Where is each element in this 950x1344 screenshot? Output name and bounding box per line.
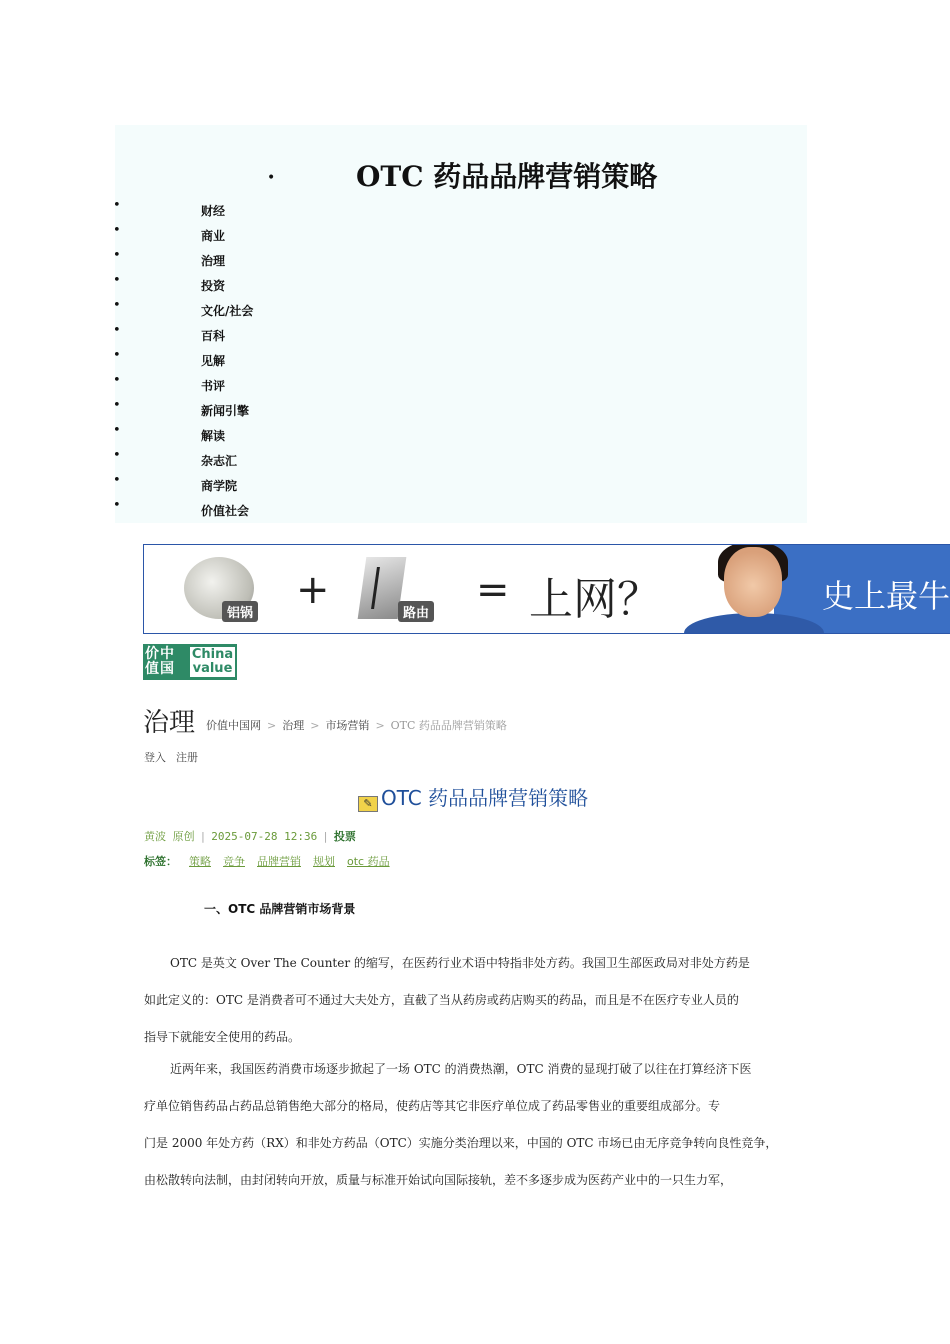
nav-item[interactable] [0,223,400,243]
tag-list [144,853,402,869]
nav-bullet: • [113,198,121,213]
title-bullet: • [267,170,276,186]
text-line: OTC 是英文 Over The Counter 的缩写，在医药行业术语中特指非处方药。我国卫生部医政局对非处方药是 [170,956,750,970]
nav-bullet: • [113,348,121,363]
breadcrumb-category[interactable]: 市场营销 [325,719,370,732]
text-line: 如此定义的：OTC 是消费者可不通过大夫处方，直截了当从药房或药店购买的药品，而且是不在医疗专业人员的 [144,993,739,1007]
author[interactable]: 黄波 [144,830,166,843]
login-link[interactable]: 登入 [144,751,166,764]
tag-link[interactable]: 策略 [189,855,211,868]
tag-link[interactable]: 规划 [313,855,335,868]
nav-item-label[interactable]: 文化/社会 [201,304,254,318]
meta-separator: | [199,830,207,843]
breadcrumb-home[interactable]: 价值中国网 [206,719,261,732]
plus-sign: + [296,567,330,613]
nav-item[interactable] [0,423,400,443]
tag-link[interactable]: 品牌营销 [257,855,301,868]
text-line: 门是 2000 年处方药（RX）和非处方药品（OTC）实施分类治理以来，中国的 OTC 市场已由无序竞争转向良性竞争， [144,1136,778,1150]
nav-item[interactable] [0,298,400,318]
banner-question: 上网？ [529,574,661,625]
banner-slogan: 史上最牛 [822,577,950,615]
nav-item-label[interactable]: 投资 [201,279,226,293]
breadcrumb-separator: > [267,719,277,732]
nav-bullet: • [113,398,121,413]
nav-item[interactable] [0,473,400,493]
person-face [724,547,782,617]
auth-links [144,749,208,765]
text-line: 指导下就能安全使用的药品。 [144,1030,301,1044]
nav-item-label[interactable]: 商学院 [201,479,238,493]
article-title-text: OTC 药品品牌营销策略 [381,786,589,810]
nav-item-label[interactable]: 新闻引擎 [201,404,250,418]
breadcrumb [206,717,507,733]
logo-en-line2: value [192,661,233,676]
nav-item-label[interactable]: 见解 [201,354,226,368]
article-meta [144,828,356,844]
breadcrumb-separator: > [310,719,320,732]
equals-sign: = [476,567,510,613]
nav-bullet: • [113,473,121,488]
logo-en-line1: China [191,647,234,662]
article-icon: ✎ [358,796,378,812]
article-title [358,782,588,812]
nav-item[interactable] [0,398,400,418]
tags-label: 标签： [144,855,177,868]
nav-item[interactable] [0,248,400,268]
nav-item-label[interactable]: 杂志汇 [201,454,238,468]
nav-item-label[interactable]: 书评 [201,379,226,393]
article-type: 原创 [172,830,195,843]
nav-item-label[interactable]: 财经 [201,204,226,218]
breadcrumb-separator: > [375,719,385,732]
nav-item-label[interactable]: 百科 [201,329,226,343]
nav-item-label[interactable]: 商业 [201,229,226,243]
nav-bullet: • [113,223,121,238]
nav-bullet: • [113,423,121,438]
article-subheading: 一、OTC 品牌营销市场背景 [204,902,356,916]
nav-bullet: • [113,298,121,313]
register-link[interactable]: 注册 [176,751,198,764]
text-line: 近两年来，我国医药消费市场逐步掀起了一场 OTC 的消费热潮，OTC 消费的显现打破了以往在打算经济下医 [170,1062,752,1076]
nav-item[interactable] [0,373,400,393]
tag-link[interactable]: otc 药品 [347,855,390,868]
nav-item[interactable] [0,273,400,293]
nav-bullet: • [113,323,121,338]
text-line: 由松散转向法制，由封闭转向开放，质量与标准开始试向国际接轨，差不多逐步成为医药产业中的一只生力军， [144,1173,733,1187]
publish-datetime: 2025-07-28 12:36 [211,830,318,843]
dish-label: 铝锅 [222,601,258,622]
breadcrumb-current: OTC 药品品牌营销策略 [390,719,507,732]
breadcrumb-section[interactable]: 治理 [282,719,305,732]
router-label: 路由 [398,601,434,622]
section-title: 治理 [143,708,196,738]
nav-bullet: • [113,248,121,263]
nav-item[interactable] [0,348,400,368]
tag-link[interactable]: 竞争 [223,855,245,868]
logo-cn-text: 价中值国 [145,646,175,677]
nav-item[interactable] [0,448,400,468]
nav-bullet: • [113,448,121,463]
nav-bullet: • [113,273,121,288]
meta-separator: | [322,830,329,843]
ad-banner[interactable] [143,544,950,634]
nav-bullet: • [113,373,121,388]
page-title: OTC 药品品牌营销策略 [356,160,658,193]
nav-item[interactable] [0,198,400,218]
nav-item-label[interactable]: 解读 [201,429,226,443]
nav-item-label[interactable]: 价值社会 [201,504,250,518]
nav-item[interactable] [0,323,400,343]
nav-item-label[interactable]: 治理 [201,254,226,268]
nav-bullet: • [113,498,121,513]
text-line: 疗单位销售药品占药品总销售绝大部分的格局，使药店等其它非医疗单位成了药品零售业的重要组成部分。专 [144,1099,721,1113]
nav-item[interactable] [0,498,400,518]
chinavalue-logo[interactable] [143,644,237,680]
vote-button[interactable]: 投票 [333,830,356,843]
logo-en-text [190,647,235,677]
